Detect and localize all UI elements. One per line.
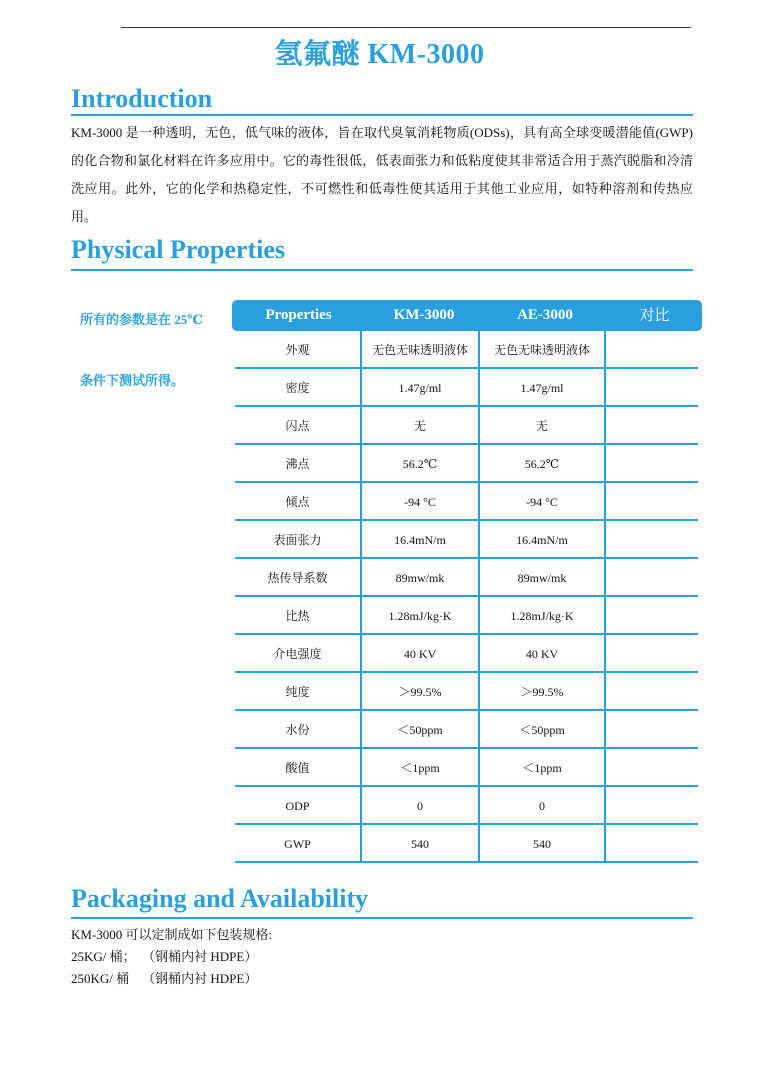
property-name-cell: 表面张力 — [273, 533, 322, 547]
km3000-value-cell: 540 — [411, 837, 429, 851]
ae3000-value-cell: 89mw/mk — [517, 571, 567, 585]
ae3000-value-cell: 无 — [535, 419, 548, 433]
top-rule — [121, 27, 691, 28]
ae3000-value-cell: ＜1ppm — [522, 761, 562, 775]
km3000-value-cell: 1.47g/ml — [398, 381, 442, 395]
column-header-properties: Properties — [265, 307, 332, 323]
km3000-value-cell: 89mw/mk — [395, 571, 445, 585]
property-name-cell: 酸值 — [285, 761, 310, 775]
ae3000-value-cell: ＞99.5% — [520, 685, 564, 699]
packaging-line: 25KG/ 桶； （钢桶内衬 HDPE） — [71, 949, 258, 964]
compare-value-cell — [606, 673, 698, 711]
compare-value-cell — [606, 749, 698, 787]
packaging-line: 250KG/ 桶 （钢桶内衬 HDPE） — [71, 971, 258, 986]
km3000-value-cell: -94 °C — [404, 495, 436, 509]
physical-properties-heading: Physical Properties — [71, 235, 285, 264]
compare-value-cell — [606, 369, 698, 407]
ae3000-value-cell: 0 — [539, 799, 545, 813]
property-name-cell: 沸点 — [285, 457, 310, 471]
ae3000-value-cell: 540 — [533, 837, 551, 851]
km3000-value-cell: 16.4mN/m — [394, 533, 446, 547]
property-name-cell: 外观 — [285, 343, 310, 357]
packaging-line: KM-3000 可以定制成如下包装规格: — [71, 927, 273, 942]
property-name-cell: ODP — [285, 799, 310, 813]
document-title: 氢氟醚 KM-3000 — [274, 39, 485, 70]
km3000-value-cell: 56.2℃ — [402, 457, 438, 471]
physical-properties-rule — [71, 269, 693, 271]
ae3000-value-cell: 40 KV — [525, 647, 559, 661]
property-name-cell: 热传导系数 — [267, 571, 328, 585]
km3000-value-cell: ＞99.5% — [398, 685, 442, 699]
km3000-value-cell: 无色无味透明液体 — [371, 343, 468, 357]
column-header-compare: 对比 — [639, 306, 670, 324]
km3000-value-cell: ＜1ppm — [400, 761, 440, 775]
compare-value-cell — [606, 559, 698, 597]
km3000-value-cell: 0 — [417, 799, 423, 813]
property-name-cell: 水份 — [285, 723, 310, 737]
compare-value-cell — [606, 331, 698, 369]
km3000-value-cell: 1.28mJ/kg·K — [388, 609, 452, 623]
packaging-rule — [71, 917, 693, 919]
packaging-heading: Packaging and Availability — [71, 884, 369, 913]
property-name-cell: 密度 — [285, 381, 310, 395]
ae3000-value-cell: 无色无味透明液体 — [493, 343, 590, 357]
compare-value-cell — [606, 635, 698, 673]
property-name-cell: GWP — [284, 837, 311, 851]
compare-value-cell — [606, 445, 698, 483]
ae3000-value-cell: ＜50ppm — [519, 723, 565, 737]
properties-table — [235, 331, 698, 862]
row-divider — [235, 861, 698, 863]
test-condition-note-line1: 所有的参数是在 25℃ — [80, 312, 203, 327]
property-name-cell: 纯度 — [285, 685, 310, 699]
compare-value-cell — [606, 483, 698, 521]
ae3000-value-cell: 1.47g/ml — [520, 381, 564, 395]
introduction-heading: Introduction — [71, 84, 213, 113]
properties-table-header — [232, 300, 702, 331]
test-condition-note-line2: 条件下测试所得。 — [80, 373, 185, 388]
property-name-cell: 介电强度 — [273, 647, 322, 661]
column-header-ae3000: AE-3000 — [517, 307, 573, 323]
property-name-cell: 闪点 — [285, 419, 310, 433]
km3000-value-cell: ＜50ppm — [397, 723, 443, 737]
packaging-details — [71, 924, 272, 990]
introduction-text: KM-3000 是一种透明，无色，低气味的液体，旨在取代臭氧消耗物质(ODSs)，具有高全球变暖潜能值(GWP)的化合物和氯化材料在许多应用中。它的毒性很低，低表面张力和低粘度使其非常适合用于蒸汽脱脂和冷清洗应用。此外，它的化学和热稳定性，不可燃性和低毒性使其适用于其他工业应用，如特种溶剂和传热应用。 — [71, 125, 693, 224]
km3000-value-cell: 40 KV — [403, 647, 437, 661]
compare-value-cell — [606, 711, 698, 749]
compare-value-cell — [606, 407, 698, 445]
compare-value-cell — [606, 521, 698, 559]
compare-value-cell — [606, 787, 698, 825]
ae3000-value-cell: 56.2℃ — [524, 457, 560, 471]
km3000-value-cell: 无 — [413, 419, 426, 433]
property-name-cell: 倾点 — [285, 495, 310, 509]
property-name-cell: 比热 — [285, 609, 310, 623]
column-header-km3000: KM-3000 — [393, 307, 455, 323]
ae3000-value-cell: 16.4mN/m — [516, 533, 568, 547]
introduction-rule — [71, 114, 693, 116]
compare-value-cell — [606, 597, 698, 635]
compare-value-cell — [606, 825, 698, 863]
ae3000-value-cell: -94 °C — [526, 495, 558, 509]
ae3000-value-cell: 1.28mJ/kg·K — [510, 609, 574, 623]
